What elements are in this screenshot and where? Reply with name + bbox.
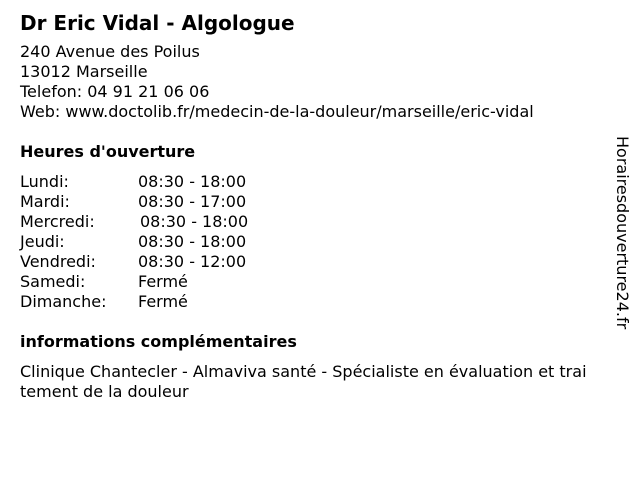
hours-row-friday — [20, 252, 610, 272]
additional-info-text: Clinique Chantecler - Almaviva santé - Spécialiste en évaluation et traitement de la douleur — [20, 362, 587, 401]
street-address: 240 Avenue des Poilus — [20, 42, 200, 61]
day-label: Mercredi: — [20, 212, 95, 231]
day-label: Dimanche: — [20, 292, 107, 311]
site-watermark: Horairesdouverture24.fr — [613, 136, 632, 330]
time-value: 08:30 - 18:00 — [140, 212, 249, 231]
hours-row-wednesday — [20, 212, 610, 232]
hours-row-sunday — [20, 292, 610, 312]
opening-hours-heading: Heures d'ouverture — [20, 142, 196, 161]
opening-hours-table — [20, 172, 610, 312]
phone-number: Telefon: 04 91 21 06 06 — [20, 82, 210, 101]
day-label: Vendredi: — [20, 252, 96, 271]
day-label: Mardi: — [20, 192, 70, 211]
time-value: 08:30 - 18:00 — [138, 232, 247, 251]
day-label: Jeudi: — [20, 232, 65, 251]
business-card — [20, 10, 610, 402]
city-address: 13012 Marseille — [20, 62, 148, 81]
website-link: Web: www.doctolib.fr/medecin-de-la-douleur/marseille/eric-vidal — [20, 102, 534, 121]
time-value: 08:30 - 17:00 — [138, 192, 247, 211]
time-value: Fermé — [138, 272, 188, 291]
hours-row-saturday — [20, 272, 610, 292]
time-value: 08:30 - 18:00 — [138, 172, 247, 191]
hours-row-thursday — [20, 232, 610, 252]
time-value: Fermé — [138, 292, 188, 311]
hours-row-tuesday — [20, 192, 610, 212]
page-title: Dr Eric Vidal - Algologue — [20, 11, 295, 35]
additional-info-heading: informations complémentaires — [20, 332, 297, 351]
hours-row-monday — [20, 172, 610, 192]
day-label: Lundi: — [20, 172, 69, 191]
day-label: Samedi: — [20, 272, 86, 291]
address-block — [20, 42, 610, 122]
time-value: 08:30 - 12:00 — [138, 252, 247, 271]
